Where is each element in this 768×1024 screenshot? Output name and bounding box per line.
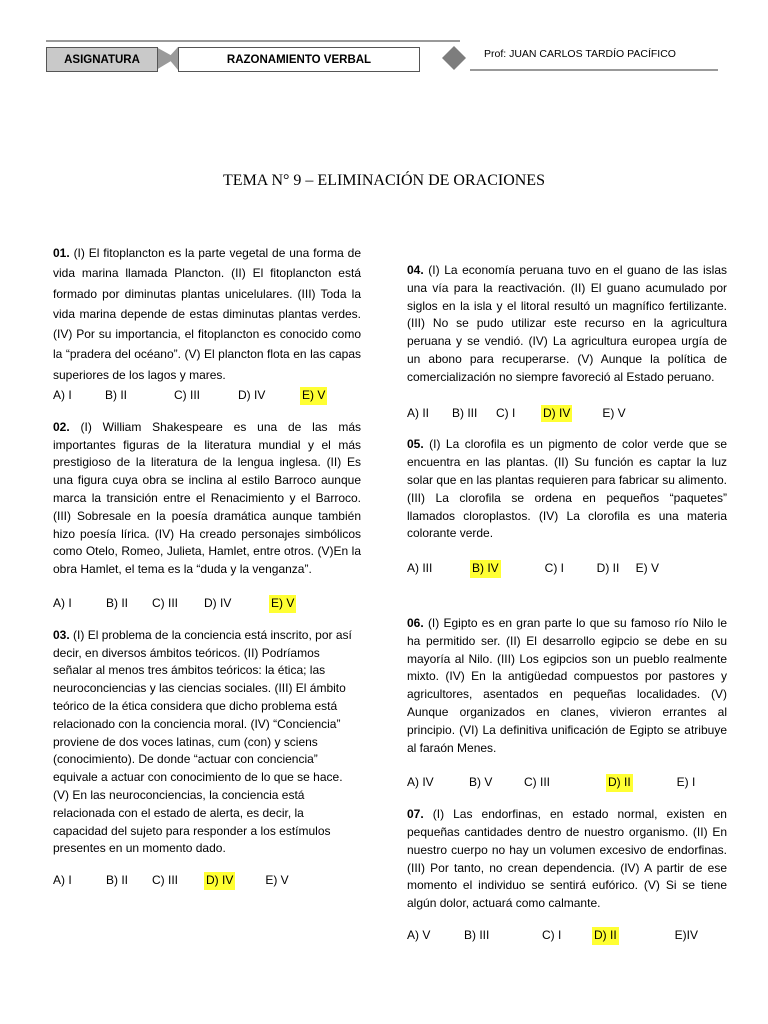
answer-options	[407, 927, 727, 945]
question-text: (I) La economía peruana tuvo en el guano de las islas una vía para la reactivación. (II) El guano acumulado por siglos en la isla y el litoral resultó un magnífico fertilizante. (III) No se pudo utilizar este recurso en la agricultura peruana y se vendió. (IV) La agricultura europea urgía de un abono para recuperarse. (V) Aunque la política de comercialización no siempre favoreció al Estado peruano.	[407, 263, 727, 384]
option-a[interactable]: A) V	[407, 927, 431, 942]
option-c[interactable]: C) III	[152, 873, 178, 888]
option-b[interactable]: B) II	[105, 388, 128, 403]
option-b[interactable]: B) II	[106, 873, 129, 888]
option-a[interactable]: A) I	[53, 596, 72, 611]
right-column	[407, 262, 727, 945]
option-a[interactable]: A) II	[407, 405, 430, 420]
option-e[interactable]: E) V	[635, 561, 660, 576]
option-c[interactable]: C) I	[544, 561, 565, 576]
option-c[interactable]: C) I	[496, 405, 516, 420]
page-header	[0, 0, 768, 80]
question-number: 06.	[407, 615, 424, 630]
subject-label: ASIGNATURA	[46, 47, 158, 72]
option-b[interactable]: B) V	[469, 775, 493, 790]
question-text: (I) Egipto es en gran parte lo que su famoso río Nilo le ha permitido ser. (II) El desarrollo egipcio se debe en su mayoría al Nilo. (III) Los egipcios son un pueblo realmente mixto. (IV) En la antigüedad compuestos por pastores y agricultores, asentados en pequeñas localidades. (V) Aunque organizados en clanes, vivieron errantes al principio. (VI) La definitiva unificación de Egipto se atribuye al faraón Menes.	[407, 615, 727, 755]
question-text: (I) El problema de la conciencia está inscrito, por así decir, en diversos ámbitos teóricos. (II) Podríamos señalar al menos tres ámbitos teóricos: la ética; las neuroconciencias y las ciencias sociales. (III) El ámbito teórico de la ética considera que dicho problema está relacionado con la conciencia moral. (IV) “Conciencia” proviene de dos voces latinas, cum (con) y sciens (conocimiento). De donde “actuar con conciencia” equivale a actuar con conocimiento de lo que se hace. (V) En las neuroconciencias, la conciencia está relacionada con el estado de alerta, es decir, la capacidad del sujeto para responder a los estímulos presentes en un momento dado.	[53, 627, 352, 856]
answer-options	[53, 387, 361, 405]
option-c[interactable]: C) III	[524, 775, 550, 790]
answer-options	[53, 595, 361, 613]
question-text: (I) El fitoplancton es la parte vegetal de una forma de vida marina llamada Plancton. (II) El fitoplancton está formado por diminutas plantas unicelulares. (III) Toda la vida marina depende de estas diminutas plantas verdes. (IV) Por su importancia, el fitoplancton es conocido como la “pradera del océano”. (V) El plancton flota en las capas superiores de los lagos y mares.	[53, 246, 361, 382]
question-04	[407, 262, 727, 422]
question-number: 04.	[407, 263, 424, 277]
question-number: 03.	[53, 627, 70, 642]
answer-options	[407, 560, 727, 578]
question-01	[53, 243, 361, 405]
option-d[interactable]: D) IV	[238, 388, 266, 403]
option-e[interactable]: E) V	[602, 405, 626, 420]
option-b[interactable]: B) III	[464, 927, 490, 942]
subject-name: RAZONAMIENTO VERBAL	[178, 47, 420, 72]
option-e-correct[interactable]: E) V	[269, 595, 296, 613]
question-number: 05.	[407, 437, 424, 452]
page-title: TEMA N° 9 – ELIMINACIÓN DE ORACIONES	[223, 172, 545, 189]
option-d-correct[interactable]: D) IV	[541, 405, 572, 423]
option-a[interactable]: A) IV	[407, 775, 434, 790]
question-number: 07.	[407, 807, 424, 822]
option-b[interactable]: B) III	[452, 405, 478, 420]
option-d-correct[interactable]: D) II	[606, 774, 633, 792]
option-e[interactable]: E)IV	[674, 927, 699, 942]
option-c[interactable]: C) I	[542, 927, 562, 942]
answer-options	[407, 774, 727, 792]
question-number: 01.	[53, 246, 70, 260]
option-c[interactable]: C) III	[152, 596, 178, 611]
option-e[interactable]: E) V	[265, 873, 289, 888]
option-e-correct[interactable]: E) V	[300, 387, 327, 405]
question-05	[407, 436, 727, 578]
option-a[interactable]: A) I	[53, 388, 72, 403]
option-d[interactable]: D) IV	[204, 596, 232, 611]
professor-name: Prof: JUAN CARLOS TARDÍO PACÍFICO	[484, 48, 676, 60]
question-07	[407, 806, 727, 945]
option-e[interactable]: E) I	[676, 775, 696, 790]
option-b[interactable]: B) II	[106, 596, 129, 611]
question-text: (I) William Shakespeare es una de las más importantes figuras de la literatura mundial y el más prestigioso de la literatura de la lengua inglesa. (II) Es una figura cuya obra se inclina al estilo Barroco aunque marca la transición entre el Renacimiento y el Barroco. (III) Sobresale en la poesía dramática aunque también hizo poesía lírica. (IV) Ha creado personajes simbólicos como Otelo, Romeo, Julieta, Hamlet, entre otros. (V)En la obra Hamlet, el tema es la “duda y la venganza”.	[53, 419, 361, 577]
left-column	[53, 243, 361, 890]
option-d-correct[interactable]: D) II	[592, 927, 619, 945]
question-02	[53, 419, 361, 613]
question-text: (I) Las endorfinas, en estado normal, existen en pequeñas cantidades dentro de nuestro organismo. (II) En nuestro cuerpo no hay un volumen excesivo de endorfinas. (III) Por tanto, no crean dependencia. (IV) A partir de ese momento el individuo se sentirá eufórico. (V) Si se tiene algún dolor, actuará como calmante.	[407, 807, 727, 911]
option-a[interactable]: A) I	[53, 873, 72, 888]
option-c[interactable]: C) III	[174, 388, 200, 403]
option-b-correct[interactable]: B) IV	[470, 560, 501, 578]
answer-options	[53, 872, 361, 890]
option-a[interactable]: A) III	[407, 561, 433, 576]
answer-options	[407, 405, 727, 423]
question-text: (I) La clorofila es un pigmento de color verde que se encuentra en las plantas. (II) Su función es captar la luz solar que en las plantas requieren para fabricar su alimento. (III) La clorofila se ordena en pequeños “paquetes” llamados cloroplastos. (IV) La clorofila es una materia colorante verde.	[407, 437, 727, 541]
question-03	[53, 627, 361, 890]
option-d-correct[interactable]: D) IV	[204, 872, 235, 890]
option-d[interactable]: D) II	[596, 561, 620, 576]
question-number: 02.	[53, 419, 70, 434]
question-06	[407, 615, 727, 792]
